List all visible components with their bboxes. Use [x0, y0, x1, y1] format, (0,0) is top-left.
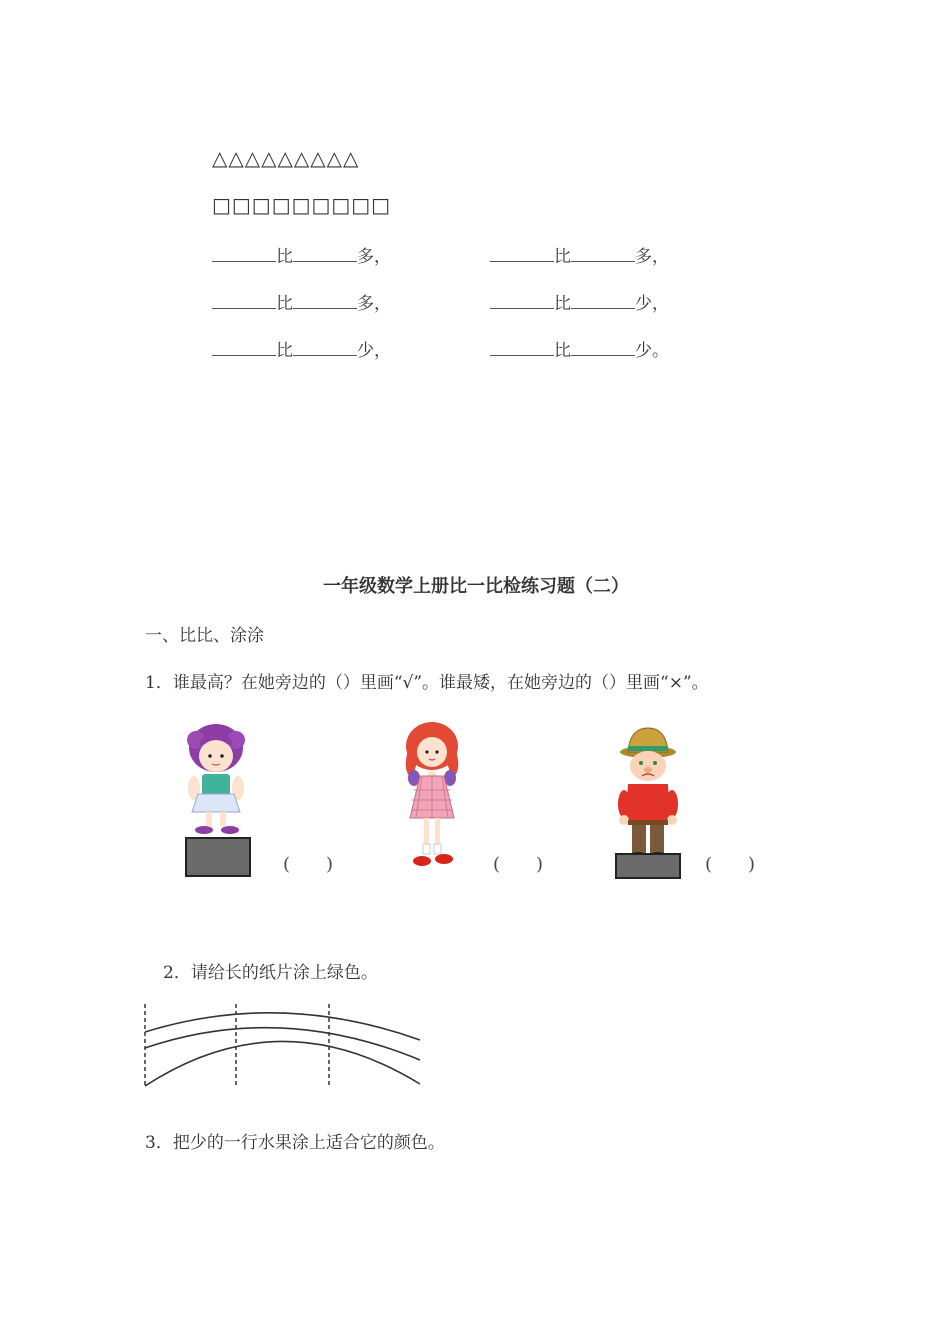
- girl-red-hair: [400, 720, 466, 880]
- question-3: 3．把少的一行水果涂上适合它的颜色。: [145, 1133, 445, 1153]
- answer-blank[interactable]: [490, 294, 554, 309]
- answer-blank[interactable]: [490, 247, 554, 262]
- answer-blank[interactable]: [571, 294, 635, 309]
- answer-blank[interactable]: [490, 341, 554, 356]
- question-1: 1．谁最高？在她旁边的（）里画“√”。谁最矮，在她旁边的（）里画“×”。: [145, 673, 709, 693]
- section-heading: 一、比比、涂涂: [145, 626, 264, 646]
- square-row: □□□□□□□□□: [212, 193, 392, 217]
- girl-purple-hair-on-box: [180, 722, 260, 882]
- answer-blank[interactable]: [212, 341, 276, 356]
- fill-row-1-right: 比 多，: [490, 242, 669, 267]
- boy-with-hat-on-box: [612, 726, 684, 882]
- paper-strips-diagram[interactable]: [140, 1000, 425, 1092]
- fill-row-2-left: 比 多，: [212, 289, 391, 314]
- fill-row-3-left: 比 少，: [212, 336, 391, 361]
- answer-blank[interactable]: [571, 341, 635, 356]
- answer-paren-3[interactable]: ( ): [705, 854, 756, 875]
- answer-paren-2[interactable]: ( ): [493, 854, 544, 875]
- answer-blank[interactable]: [212, 247, 276, 262]
- answer-paren-1[interactable]: ( ): [283, 854, 334, 875]
- fill-row-3-right: 比 少。: [490, 336, 669, 361]
- fill-row-1-left: 比 多，: [212, 242, 391, 267]
- triangle-row: △△△△△△△△△: [212, 146, 360, 170]
- answer-blank[interactable]: [212, 294, 276, 309]
- answer-blank[interactable]: [571, 247, 635, 262]
- worksheet-title: 一年级数学上册比一比检练习题（二）: [323, 576, 629, 597]
- answer-blank[interactable]: [293, 247, 357, 262]
- answer-blank[interactable]: [293, 294, 357, 309]
- question-2: 2．请给长的纸片涂上绿色。: [163, 963, 378, 983]
- fill-row-2-right: 比 少，: [490, 289, 669, 314]
- answer-blank[interactable]: [293, 341, 357, 356]
